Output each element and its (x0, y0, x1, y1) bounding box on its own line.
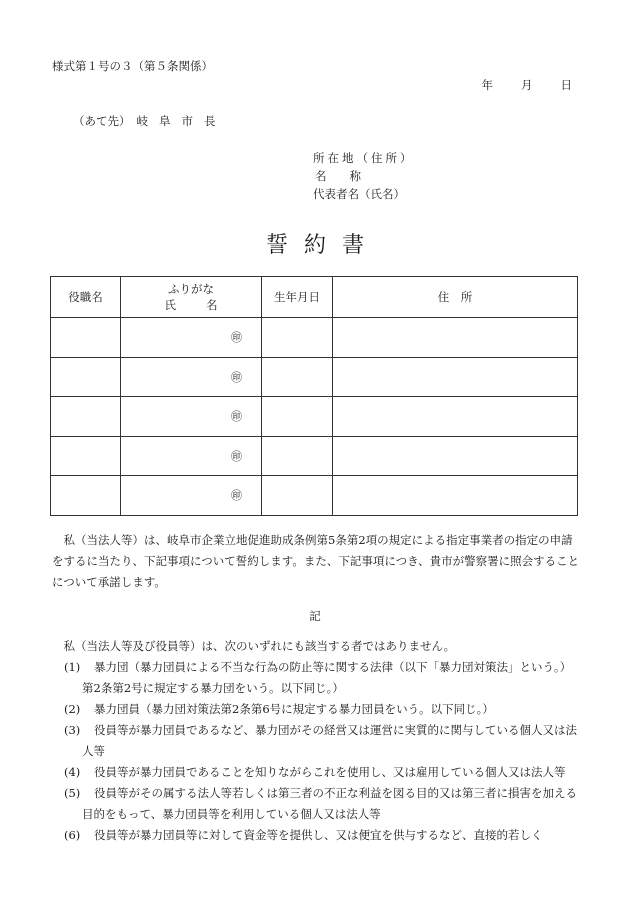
cell-birthdate[interactable] (262, 318, 333, 358)
seal-mark: ㊞ (231, 331, 242, 345)
seal-mark: ㊞ (231, 410, 242, 424)
item-text: 暴力団員（暴力団対策法第2条第6号に規定する暴力団員をいう。以下同じ。） (94, 702, 494, 716)
item-number: (1) (64, 660, 81, 674)
cell-name[interactable] (121, 357, 262, 397)
list-item (52, 762, 580, 783)
date-day: 日 (560, 78, 572, 92)
cell-address[interactable] (333, 318, 578, 358)
cell-position[interactable] (51, 476, 121, 516)
header-position: 役職名 (51, 277, 121, 318)
list-item (52, 825, 580, 846)
cell-name[interactable] (121, 318, 262, 358)
representative-label: 代表者名（氏名） (313, 187, 405, 201)
addressee-prefix: （あて先） (73, 114, 131, 128)
header-address: 住 所 (333, 277, 578, 318)
applicant-block (313, 149, 415, 203)
item-number: (4) (64, 765, 81, 779)
cell-address[interactable] (333, 397, 578, 437)
cell-name[interactable] (121, 397, 262, 437)
address-label: 所在地（住所） (313, 151, 415, 165)
cell-name[interactable] (121, 476, 262, 516)
seal-mark: ㊞ (231, 370, 242, 384)
item-text: 役員等が暴力団員であることを知りながらこれを使用し、又は雇用している個人又は法人等 (94, 765, 566, 779)
table-row (51, 476, 578, 516)
pledge-paragraph: 私（当法人等）は、岐阜市企業立地促進助成条例第5条第2項の規定による指定事業者の指定の申請をするに当たり、下記事項について誓約します。また、下記事項につき、貴市が警察署に照会することについて承諾します。 (52, 533, 580, 589)
header-birthdate: 生年月日 (262, 277, 333, 318)
item-text: 役員等が暴力団員等に対して資金等を提供し、又は便宜を供与するなど、直接的若しく (94, 828, 543, 842)
cell-position[interactable] (51, 318, 121, 358)
header-name-label: 氏名 (164, 298, 248, 312)
list-item (52, 783, 580, 825)
table-row (51, 397, 578, 437)
cell-position[interactable] (51, 357, 121, 397)
name-label: 名 称 (315, 169, 361, 183)
item-number: (3) (64, 723, 81, 737)
cell-birthdate[interactable] (262, 357, 333, 397)
table-row (51, 436, 578, 476)
cell-birthdate[interactable] (262, 476, 333, 516)
cell-address[interactable] (333, 476, 578, 516)
items-lead: 私（当法人等及び役員等）は、次のいずれにも該当する者ではありません。 (63, 639, 456, 653)
date-year: 年 (481, 78, 493, 92)
ki-heading: 記 (309, 609, 321, 623)
pledge-items (52, 636, 580, 846)
cell-address[interactable] (333, 436, 578, 476)
item-number: (6) (64, 828, 81, 842)
item-text: 暴力団（暴力団員による不当な行為の防止等に関する法律（以下「暴力団対策法」という。）第2条第2号に規定する暴力団をいう。以下同じ。） (82, 660, 572, 695)
list-item (52, 699, 580, 720)
cell-address[interactable] (333, 357, 578, 397)
cell-birthdate[interactable] (262, 397, 333, 437)
date-month: 月 (521, 78, 533, 92)
header-name (121, 277, 262, 318)
item-number: (5) (64, 786, 81, 800)
seal-mark: ㊞ (231, 449, 242, 463)
pledge-table (50, 276, 578, 516)
table-header-row (51, 277, 578, 318)
list-item (52, 720, 580, 762)
item-text: 役員等がその属する法人等若しくは第三者の不正な利益を図る目的又は第三者に損害を加える目的をもって、暴力団員等を利用している個人又は法人等 (82, 786, 577, 821)
cell-position[interactable] (51, 436, 121, 476)
header-furigana: ふりがな (168, 282, 214, 296)
table-row (51, 318, 578, 358)
date-line (482, 77, 573, 93)
cell-position[interactable] (51, 397, 121, 437)
addressee-recipient: 岐阜市長 (136, 114, 227, 128)
cell-birthdate[interactable] (262, 436, 333, 476)
list-item (52, 657, 580, 699)
item-number: (2) (64, 702, 81, 716)
cell-name[interactable] (121, 436, 262, 476)
addressee (73, 113, 227, 129)
item-text: 役員等が暴力団員であるなど、暴力団がその経営又は運営に実質的に関与している個人又は法人等 (82, 723, 577, 758)
document-title: 誓約書 (265, 233, 380, 258)
form-number: 様式第１号の３（第５条関係） (52, 59, 213, 73)
table-row (51, 357, 578, 397)
seal-mark: ㊞ (231, 489, 242, 503)
